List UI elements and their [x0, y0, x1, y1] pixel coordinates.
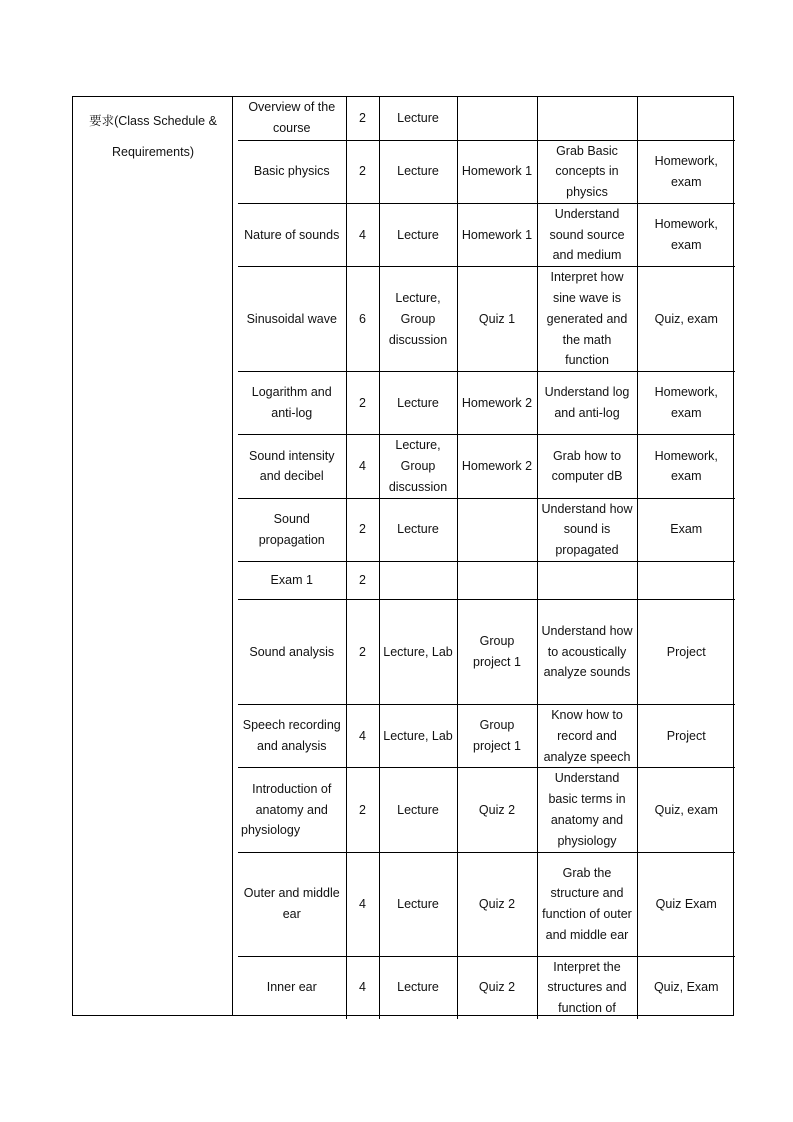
assessment-cell: Homework, exam: [637, 372, 735, 435]
method-cell: Lecture: [379, 97, 457, 140]
section-label-line2: Requirements): [112, 145, 194, 159]
topic-cell: Overview of the course: [238, 97, 346, 140]
objective-cell: Know how to record and analyze speech: [537, 705, 637, 768]
assessment-cell: Project: [637, 705, 735, 768]
hours-cell: 6: [346, 267, 379, 372]
table-row: [238, 97, 735, 140]
table-row: [238, 956, 735, 1019]
assessment-cell: Quiz, Exam: [653, 980, 719, 995]
topic-cell: Inner ear: [238, 956, 346, 1019]
objective-cell: [537, 562, 637, 600]
topic-cell: Logarithm and anti-log: [238, 372, 346, 435]
objective-cell: Understand how to acoustically analyze sounds: [537, 600, 637, 705]
section-label-cell: [73, 97, 233, 1015]
hours-cell: 2: [346, 140, 379, 203]
objective-cell: Grab how to computer dB: [537, 435, 637, 498]
assessment-cell: [637, 562, 735, 600]
hours-cell: 4: [346, 203, 379, 266]
topic-cell: Speech recording and analysis: [238, 705, 346, 768]
table-row: [238, 705, 735, 768]
assignment-cell: [457, 97, 537, 140]
assignment-cell: Homework 2: [457, 372, 537, 435]
assignment-cell: Homework 1: [457, 140, 537, 203]
objective-cell: Understand how sound is propagated: [537, 498, 637, 561]
topic-cell: Sound analysis: [238, 600, 346, 705]
objective-cell: Understand basic terms in anatomy and physiology: [537, 768, 637, 852]
assignment-cell: Group project 1: [457, 705, 537, 768]
topic-cell: Sound propagation: [238, 498, 346, 561]
table-row: [238, 498, 735, 561]
assignment-cell: Group project 1: [457, 600, 537, 705]
table-row: [238, 203, 735, 266]
course-schedule-table: [72, 96, 734, 1016]
table-row: [238, 768, 735, 852]
method-cell: Lecture: [379, 768, 457, 852]
assessment-cell: Homework, exam: [637, 203, 735, 266]
objective-cell: [537, 97, 637, 140]
section-label: [73, 105, 233, 168]
method-cell: Lecture: [379, 852, 457, 956]
assignment-cell: Quiz 1: [457, 267, 537, 372]
assessment-cell: Homework, exam: [637, 140, 735, 203]
assessment-cell: Quiz, exam: [637, 267, 735, 372]
hours-cell: 2: [346, 97, 379, 140]
assignment-cell: [457, 562, 537, 600]
method-cell: Lecture, Lab: [379, 705, 457, 768]
assignment-cell: Homework 2: [457, 435, 537, 498]
assignment-cell: [457, 498, 537, 561]
assessment-cell: [637, 97, 735, 140]
method-cell: Lecture: [379, 140, 457, 203]
assessment-cell: Exam: [637, 498, 735, 561]
topic-cell: Introduction of anatomy and physiology: [238, 768, 346, 852]
assignment-cell: Quiz 2: [457, 852, 537, 956]
objective-cell: Understand log and anti-log: [537, 372, 637, 435]
hours-cell: 4: [346, 705, 379, 768]
table-row: [238, 852, 735, 956]
objective-cell: Interpret how sine wave is generated and the math function: [537, 267, 637, 372]
assignment-cell: Homework 1: [457, 203, 537, 266]
section-label-cjk: 要求: [89, 113, 115, 128]
table-row: [238, 600, 735, 705]
topic-cell: Nature of sounds: [238, 203, 346, 266]
method-cell: Lecture, Group discussion: [379, 435, 457, 498]
objective-cell: Grab the structure and function of outer and middle ear: [537, 852, 637, 956]
method-cell: Lecture: [379, 498, 457, 561]
schedule-grid: [238, 97, 735, 1019]
objective-cell: Interpret the structures and function of: [537, 956, 637, 1019]
hours-cell: 2: [346, 768, 379, 852]
hours-cell: 4: [346, 852, 379, 956]
topic-cell: Outer and middle ear: [238, 852, 346, 956]
hours-cell: 2: [346, 600, 379, 705]
section-label-line1: (Class Schedule &: [114, 114, 217, 128]
hours-cell: 2: [346, 562, 379, 600]
assessment-cell: Project: [637, 600, 735, 705]
method-cell: Lecture: [379, 203, 457, 266]
assignment-cell: Quiz 2: [457, 956, 537, 1019]
topic-cell: Sinusoidal wave: [238, 267, 346, 372]
assessment-cell: Homework, exam: [637, 435, 735, 498]
topic-cell: Basic physics: [238, 140, 346, 203]
topic-cell: Sound intensity and decibel: [238, 435, 346, 498]
topic-cell: Exam 1: [238, 562, 346, 600]
assignment-cell: Quiz 2: [457, 768, 537, 852]
method-cell: [379, 562, 457, 600]
objective-cell: Understand sound source and medium: [537, 203, 637, 266]
schedule-body: [238, 97, 735, 1019]
table-row: [238, 562, 735, 600]
hours-cell: 4: [346, 956, 379, 1019]
hours-cell: 4: [346, 435, 379, 498]
method-cell: Lecture, Group discussion: [379, 267, 457, 372]
table-row: [238, 372, 735, 435]
assessment-cell: Quiz Exam: [637, 852, 735, 956]
assessment-cell: Quiz, exam: [637, 768, 735, 852]
table-row: [238, 267, 735, 372]
table-row: [238, 435, 735, 498]
hours-cell: 2: [346, 372, 379, 435]
method-cell: Lecture: [379, 956, 457, 1019]
method-cell: Lecture, Lab: [379, 600, 457, 705]
hours-cell: 2: [346, 498, 379, 561]
table-row: [238, 140, 735, 203]
objective-cell: Grab Basic concepts in physics: [537, 140, 637, 203]
method-cell: Lecture: [379, 372, 457, 435]
